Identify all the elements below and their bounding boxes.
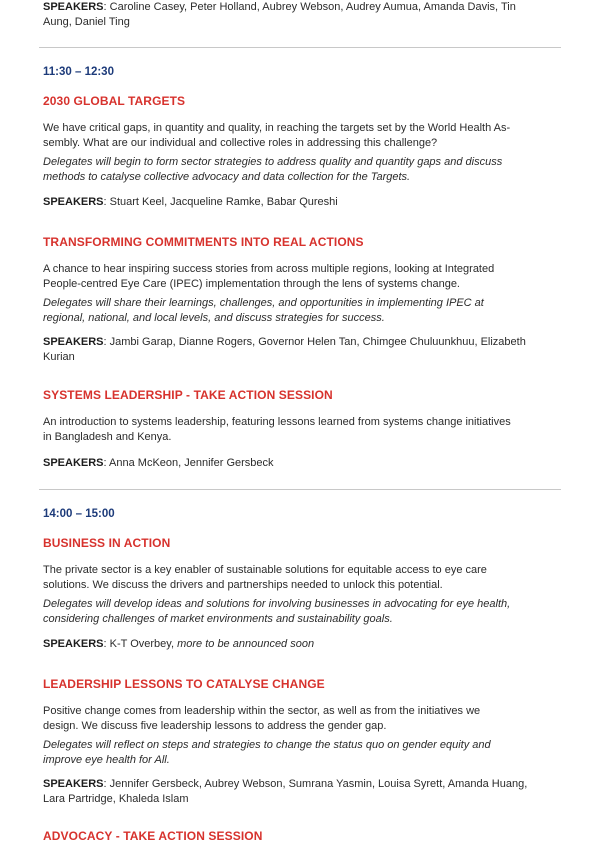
speakers-line: Aung, Daniel Ting [43,16,130,28]
session-description [43,563,559,593]
session-title: TRANSFORMING COMMITMENTS INTO REAL ACTIONS [43,235,364,249]
time-slot: 14:00 – 15:00 [43,508,115,520]
description-line: in Bangladesh and Kenya. [43,431,172,443]
outcome-line: Delegates will reflect on steps and strategies to change the status quo on gender equity and [43,739,491,751]
session-speakers [43,777,559,807]
description-line: solutions. We discuss the drivers and partnerships needed to unlock this potential. [43,579,443,591]
speakers-label: SPEAKERS [43,1,104,13]
session-description [43,415,559,445]
speakers-names: : Jennifer Gersbeck, Aubrey Webson, Sumrana Yasmin, Louisa Syrett, Amanda Huang, [103,778,528,790]
speakers-names: Kurian [43,351,75,363]
speakers-label: SPEAKERS [43,457,104,469]
session-description [43,121,559,151]
outcome-line: regional, national, and local levels, and discuss strategies for success. [43,312,385,324]
description-line: The private sector is a key enabler of sustainable solutions for equitable access to eye care [43,564,487,576]
outcome-line: Delegates will share their learnings, challenges, and opportunities in implementing IPEC at [43,297,484,309]
speakers-names: : Anna McKeon, Jennifer Gersbeck [103,457,274,469]
session-title: SYSTEMS LEADERSHIP - TAKE ACTION SESSION [43,388,333,402]
speakers-label: SPEAKERS [43,336,104,348]
speakers-label: SPEAKERS [43,638,104,650]
outcome-line: considering challenges of market environments and sustainability goals. [43,613,393,625]
speakers-names: : Jambi Garap, Dianne Rogers, Governor Helen Tan, Chimgee Chuluunkhuu, Elizabeth [103,336,526,348]
session-title: LEADERSHIP LESSONS TO CATALYSE CHANGE [43,677,325,691]
session-description [43,262,559,292]
speakers-names: : K-T Overbey, [103,638,178,650]
session-speakers [43,637,559,652]
description-line: We have critical gaps, in quantity and quality, in reaching the targets set by the World Health As- [43,122,511,134]
time-slot: 11:30 – 12:30 [43,66,114,78]
divider [39,47,561,48]
session-speakers [43,335,559,365]
speakers-names: : Stuart Keel, Jacqueline Ramke, Babar Qureshi [103,196,338,208]
speakers-label: SPEAKERS [43,196,104,208]
session-title: 2030 GLOBAL TARGETS [43,94,186,108]
speakers-tba: more to be announced soon [177,638,315,650]
top-speakers [43,0,559,30]
session-outcome [43,738,559,768]
session-speakers [43,456,559,471]
speakers-names: : Caroline Casey, Peter Holland, Aubrey Webson, Audrey Aumua, Amanda Davis, Tin [103,1,516,13]
session-speakers [43,195,559,210]
session-title: BUSINESS IN ACTION [43,536,171,550]
speakers-line [43,0,559,15]
description-line: design. We discuss five leadership lessons to address the gender gap. [43,720,387,732]
speakers-label: SPEAKERS [43,778,104,790]
outcome-line: improve eye health for All. [43,754,170,766]
description-line: Positive change comes from leadership within the sector, as well as from the initiatives we [43,705,481,717]
speakers-names: Lara Partridge, Khaleda Islam [43,793,189,805]
session-title: ADVOCACY - TAKE ACTION SESSION [43,829,263,843]
session-outcome [43,155,559,185]
description-line: A chance to hear inspiring success stories from across multiple regions, looking at Integrated [43,263,495,275]
session-description [43,704,559,734]
description-line: An introduction to systems leadership, featuring lessons learned from systems change initiatives [43,416,511,428]
divider [39,489,561,490]
outcome-line: methods to catalyse collective advocacy and data collection for the Targets. [43,171,411,183]
description-line: People-centred Eye Care (IPEC) implementation through the lens of systems change. [43,278,460,290]
description-line: sembly. What are our individual and collective roles in addressing this challenge? [43,137,438,149]
outcome-line: Delegates will begin to form sector strategies to address quality and quantity gaps and discuss [43,156,503,168]
outcome-line: Delegates will develop ideas and solutions for involving businesses in advocating for eye health, [43,598,511,610]
session-outcome [43,597,559,627]
session-outcome [43,296,559,326]
